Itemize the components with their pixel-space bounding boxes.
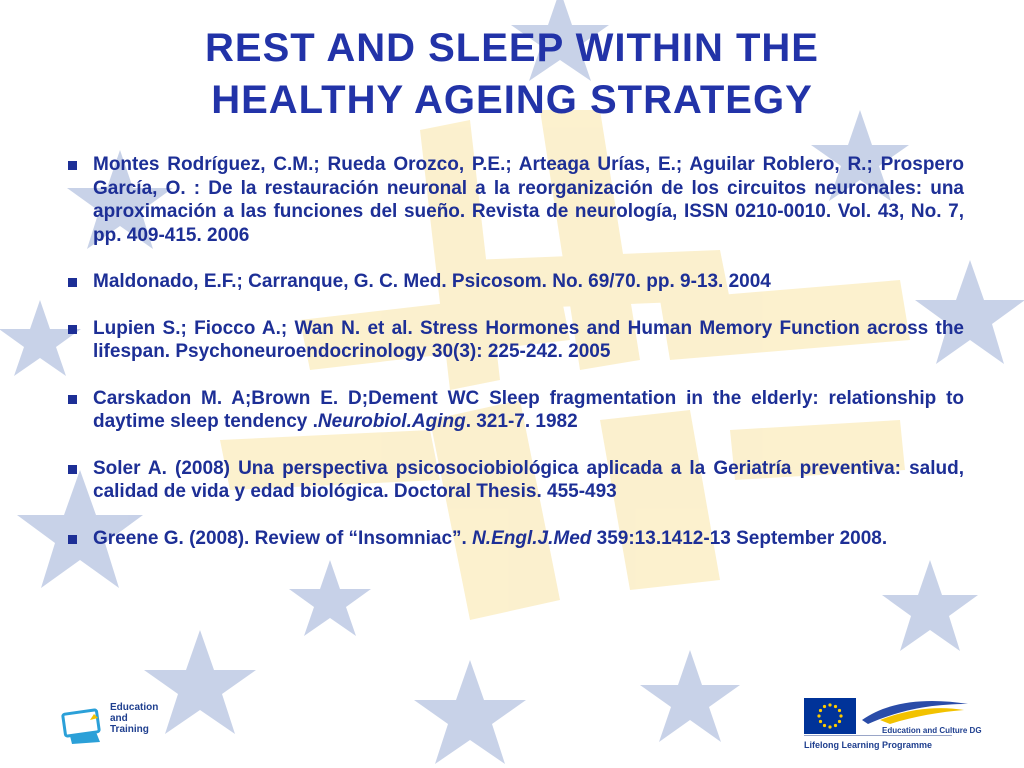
reference-text: [93, 388, 964, 433]
square-bullet-icon: [68, 325, 77, 334]
reference-text-part: Carskadon M. A;Brown E. D;Dement WC Sleep fragmentation in the elderly: relationship to daytime sleep tendency .: [93, 387, 964, 432]
reference-item: [66, 317, 964, 364]
computer-icon: [60, 706, 108, 746]
reference-item: [66, 153, 964, 247]
title-line-1: REST AND SLEEP WITHIN THE: [205, 26, 819, 70]
page-title: [40, 22, 984, 126]
programme-caption: Lifelong Learning Programme: [804, 740, 933, 750]
reference-list: [66, 153, 964, 573]
journal-name: Neurobiol.Aging: [317, 411, 466, 432]
square-bullet-icon: [68, 535, 77, 544]
eu-flag-icon: [804, 698, 856, 734]
divider: [804, 735, 952, 736]
square-bullet-icon: [68, 278, 77, 287]
square-bullet-icon: [68, 395, 77, 404]
reference-text: Maldonado, E.F.; Carranque, G. C. Med. Psicosom. No. 69/70. pp. 9-13. 2004: [93, 271, 771, 292]
journal-name: N.Engl.J.Med: [472, 527, 592, 549]
education-training-label: Education and Training: [110, 702, 159, 735]
reference-text: Montes Rodríguez, C.M.; Rueda Orozco, P.E.; Arteaga Urías, E.; Aguilar Roblero, R.; Prospero García, O. : De la restauración neuronal a la reorganización de los circuitos neuronales: una aproximación a las funciones del sueño. Revista de neurología, ISSN 0210-0010. Vol. 43, No. 7, pp. 409-415. 2006: [93, 154, 964, 246]
reference-text-part: Greene G. (2008). Review of “Insomniac”.: [93, 527, 473, 549]
swoosh-icon: [860, 698, 970, 726]
reference-text: Soler A. (2008) Una perspectiva psicosociobiológica aplicada a la Geriatría preventiva: salud, calidad de vida y edad biológica. Doctoral Thesis. 455-493: [93, 457, 964, 502]
title-line-2: HEALTHY AGEING STRATEGY: [211, 78, 813, 122]
square-bullet-icon: [68, 465, 77, 474]
reference-text: Lupien S.; Fiocco A.; Wan N. et al. Stress Hormones and Human Memory Function across the lifespan. Psychoneuroendocrinology 30(3): 225-242. 2005: [93, 317, 964, 362]
reference-item: [66, 387, 964, 434]
reference-item: [66, 527, 964, 551]
reference-text: [93, 528, 887, 549]
reference-text-part: . 321-7. 1982: [465, 411, 578, 432]
eu-lifelong-learning-logo: [800, 690, 982, 760]
reference-item: [66, 270, 964, 294]
square-bullet-icon: [68, 161, 77, 170]
reference-item: [66, 457, 964, 504]
dg-caption: Education and Culture DG: [882, 726, 982, 735]
education-training-logo: [60, 702, 180, 752]
reference-text-part: 359:13.1412-13 September 2008.: [591, 527, 888, 549]
